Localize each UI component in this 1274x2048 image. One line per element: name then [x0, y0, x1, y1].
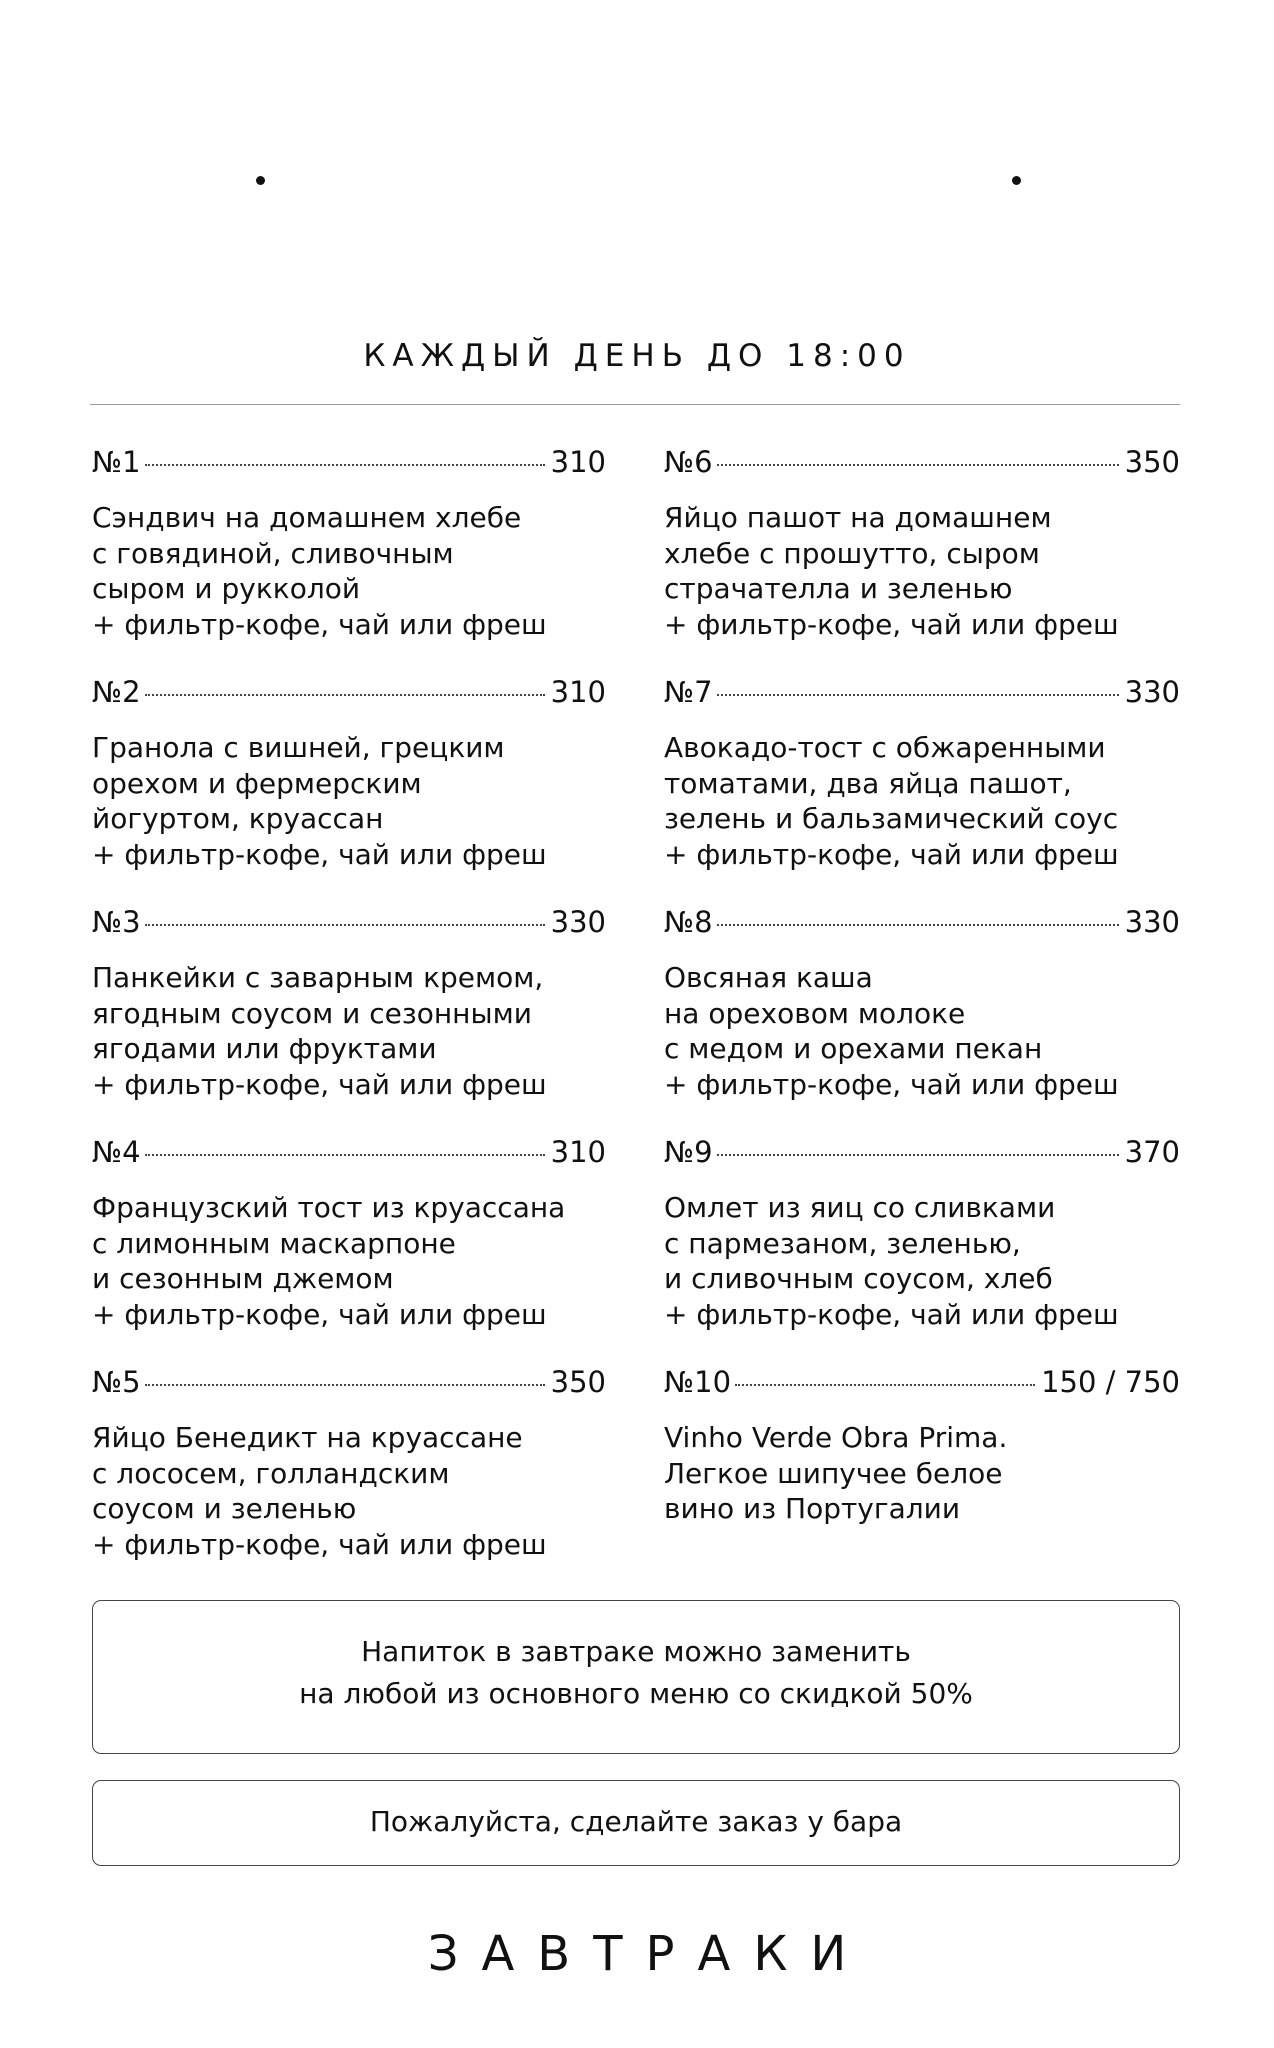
menu-column-left: [92, 444, 606, 1594]
dot-leader: [145, 694, 545, 696]
item-price: 330: [1124, 905, 1180, 939]
menu-item: [92, 904, 606, 1134]
item-number: №2: [92, 675, 141, 709]
item-price: 150 / 750: [1041, 1365, 1180, 1399]
menu-column-right: [664, 444, 1180, 1594]
item-description: Яйцо Бенедикт на круассане с лососем, голландским соусом и зеленью + фильтр-кофе, чай или фреш: [92, 1421, 547, 1561]
dot-leader: [145, 464, 545, 466]
item-price: 350: [1124, 445, 1180, 479]
dot-leader: [717, 464, 1119, 466]
item-number: №6: [664, 445, 713, 479]
item-description: Французский тост из круассана с лимонным маскарпоне и сезонным джемом + фильтр-кофе, чай или фреш: [92, 1191, 566, 1331]
header-divider: [90, 404, 1180, 405]
dot-leader: [145, 1384, 545, 1386]
decorative-dot-left: [256, 176, 265, 185]
item-description: Овсяная каша на ореховом молоке с медом и орехами пекан + фильтр-кофе, чай или фреш: [664, 961, 1119, 1101]
item-description: Vinho Verde Obra Prima. Легкое шипучее белое вино из Португалии: [664, 1421, 1008, 1525]
menu-item: [664, 1134, 1180, 1364]
dot-leader: [717, 694, 1119, 696]
dot-leader: [717, 1154, 1119, 1156]
item-price: 310: [550, 1135, 606, 1169]
item-number: №8: [664, 905, 713, 939]
menu-item: [92, 674, 606, 904]
menu-item: [92, 444, 606, 674]
item-number: №10: [664, 1365, 732, 1399]
menu-item: [92, 1364, 606, 1594]
dot-leader: [145, 1154, 545, 1156]
item-number: №7: [664, 675, 713, 709]
menu-item: [92, 1134, 606, 1364]
dot-leader: [145, 924, 545, 926]
item-number: №4: [92, 1135, 141, 1169]
item-number: №1: [92, 445, 141, 479]
order-at-bar-note: Пожалуйста, сделайте заказ у бара: [92, 1780, 1180, 1866]
item-description: Омлет из яиц со сливками с пармезаном, зеленью, и сливочным соусом, хлеб + фильтр-кофе, чай или фреш: [664, 1191, 1119, 1331]
item-price: 370: [1124, 1135, 1180, 1169]
item-price: 330: [1124, 675, 1180, 709]
menu-hours-subtitle: КАЖДЫЙ ДЕНЬ ДО 18:00: [363, 338, 911, 374]
item-price: 310: [550, 675, 606, 709]
menu-item: [664, 904, 1180, 1134]
dot-leader: [717, 924, 1119, 926]
item-description: Гранола с вишней, грецким орехом и фермерским йогуртом, круассан + фильтр-кофе, чай или фреш: [92, 731, 547, 871]
dot-leader: [735, 1384, 1035, 1386]
menu-item: [664, 444, 1180, 674]
item-number: №3: [92, 905, 141, 939]
drink-swap-note: Напиток в завтраке можно заменить на любой из основного меню со скидкой 50%: [92, 1600, 1180, 1754]
item-number: №9: [664, 1135, 713, 1169]
item-price: 310: [550, 445, 606, 479]
menu-item: [664, 1364, 1180, 1594]
menu-title: ЗАВТРАКИ: [427, 1926, 870, 1982]
item-description: Авокадо-тост с обжаренными томатами, два яйца пашот, зелень и бальзамический соус + фильтр-кофе, чай или фреш: [664, 731, 1119, 871]
item-description: Яйцо пашот на домашнем хлебе с прошутто, сыром страчателла и зеленью + фильтр-кофе, чай или фреш: [664, 501, 1119, 641]
item-price: 350: [550, 1365, 606, 1399]
item-price: 330: [550, 905, 606, 939]
menu-item: [664, 674, 1180, 904]
item-description: Сэндвич на домашнем хлебе с говядиной, сливочным сыром и рукколой + фильтр-кофе, чай или фреш: [92, 501, 547, 641]
item-number: №5: [92, 1365, 141, 1399]
decorative-dot-right: [1012, 176, 1021, 185]
item-description: Панкейки с заварным кремом, ягодным соусом и сезонными ягодами или фруктами + фильтр-кофе, чай или фреш: [92, 961, 547, 1101]
